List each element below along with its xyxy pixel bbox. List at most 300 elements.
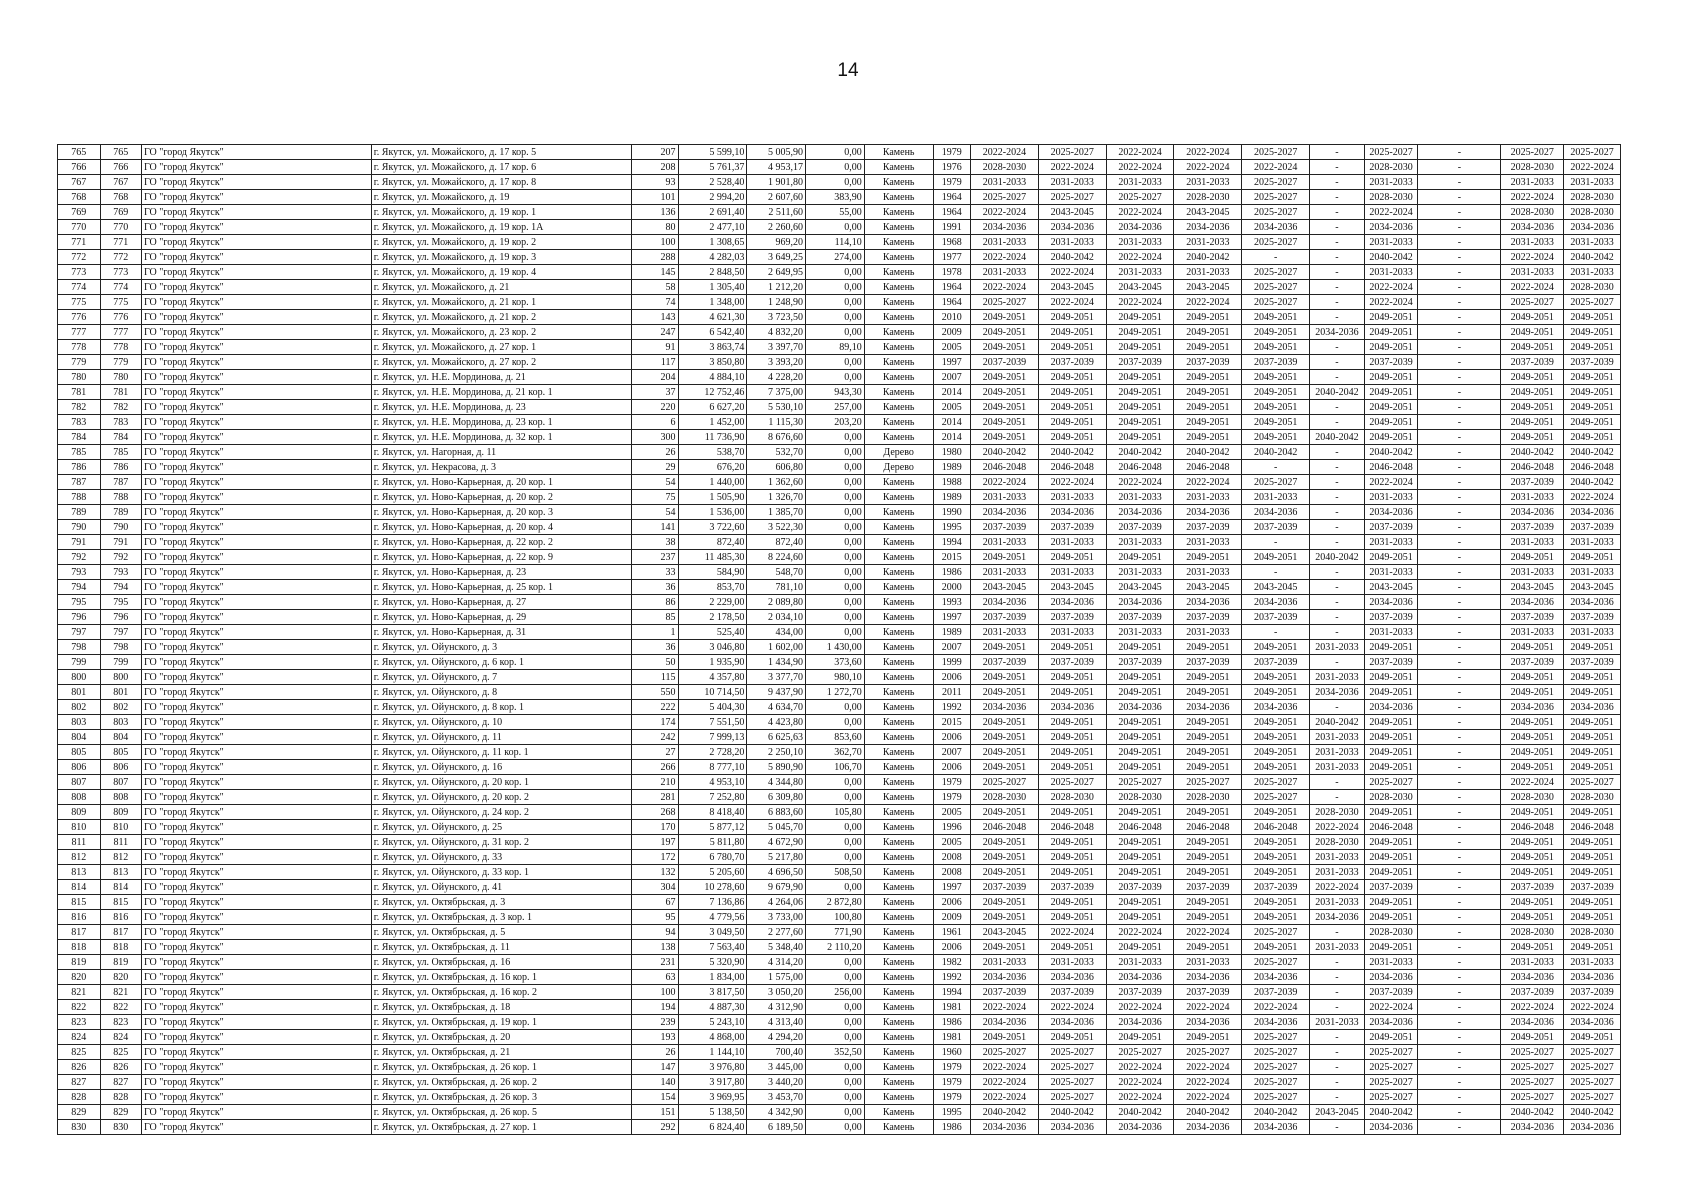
cell-period-9: 2049-2051 (1501, 430, 1564, 445)
cell-row-index: 772 (58, 250, 101, 265)
cell-living-area: 2 034,10 (747, 610, 806, 625)
cell-period-1: 2037-2039 (971, 655, 1039, 670)
cell-record-number: 783 (100, 415, 142, 430)
cell-living-area: 4 832,20 (747, 325, 806, 340)
cell-period-7: 2034-2036 (1364, 595, 1418, 610)
cell-record-number: 812 (100, 850, 142, 865)
cell-period-1: 2049-2051 (971, 865, 1039, 880)
cell-total-area: 2 848,50 (678, 265, 747, 280)
cell-period-10: 2049-2051 (1564, 325, 1621, 340)
cell-period-8: - (1418, 265, 1501, 280)
cell-record-number: 799 (100, 655, 142, 670)
cell-period-7: 2031-2033 (1364, 625, 1418, 640)
cell-period-1: 2049-2051 (971, 370, 1039, 385)
cell-period-2: 2043-2045 (1038, 280, 1106, 295)
cell-period-8: - (1418, 700, 1501, 715)
cell-residents-count: 194 (631, 1000, 678, 1015)
cell-build-year: 1990 (933, 505, 970, 520)
table-row (58, 610, 1621, 625)
cell-period-6: 2031-2033 (1310, 730, 1365, 745)
cell-nonresidential-area: 0,00 (806, 955, 865, 970)
cell-municipality: ГО "город Якутск" (142, 1045, 372, 1060)
cell-period-4: 2049-2051 (1174, 340, 1242, 355)
cell-total-area: 7 551,50 (678, 715, 747, 730)
cell-period-1: 2049-2051 (971, 685, 1039, 700)
cell-nonresidential-area: 0,00 (806, 565, 865, 580)
cell-address: г. Якутск, ул. Можайского, д. 19 кор. 1А (371, 220, 631, 235)
cell-period-4: 2037-2039 (1174, 355, 1242, 370)
cell-period-4: 2046-2048 (1174, 460, 1242, 475)
cell-total-area: 4 887,30 (678, 1000, 747, 1015)
cell-period-4: 2031-2033 (1174, 490, 1242, 505)
cell-build-year: 1979 (933, 1090, 970, 1105)
cell-period-3: 2049-2051 (1106, 910, 1174, 925)
cell-municipality: ГО "город Якутск" (142, 505, 372, 520)
cell-row-index: 790 (58, 520, 101, 535)
cell-build-year: 2005 (933, 805, 970, 820)
cell-period-9: 2034-2036 (1501, 970, 1564, 985)
cell-address: г. Якутск, ул. Октябрьская, д. 18 (371, 1000, 631, 1015)
cell-period-2: 2040-2042 (1038, 445, 1106, 460)
cell-build-year: 1992 (933, 700, 970, 715)
cell-total-area: 6 824,40 (678, 1120, 747, 1135)
cell-row-index: 820 (58, 970, 101, 985)
cell-nonresidential-area: 0,00 (806, 700, 865, 715)
cell-address: г. Якутск, ул. Октябрьская, д. 5 (371, 925, 631, 940)
cell-address: г. Якутск, ул. Ново-Карьерная, д. 29 (371, 610, 631, 625)
cell-period-2: 2034-2036 (1038, 700, 1106, 715)
cell-period-4: 2028-2030 (1174, 190, 1242, 205)
cell-period-10: 2031-2033 (1564, 175, 1621, 190)
cell-period-5: 2025-2027 (1242, 265, 1310, 280)
cell-municipality: ГО "город Якутск" (142, 1030, 372, 1045)
cell-period-9: 2022-2024 (1501, 250, 1564, 265)
cell-record-number: 769 (100, 205, 142, 220)
cell-record-number: 797 (100, 625, 142, 640)
cell-record-number: 768 (100, 190, 142, 205)
cell-row-index: 797 (58, 625, 101, 640)
cell-municipality: ГО "город Якутск" (142, 250, 372, 265)
cell-nonresidential-area: 0,00 (806, 625, 865, 640)
cell-residents-count: 220 (631, 400, 678, 415)
cell-period-5: 2025-2027 (1242, 1045, 1310, 1060)
cell-record-number: 765 (100, 145, 142, 160)
cell-period-4: 2034-2036 (1174, 505, 1242, 520)
cell-period-8: - (1418, 880, 1501, 895)
cell-wall-material: Камень (864, 175, 933, 190)
cell-period-1: 2049-2051 (971, 940, 1039, 955)
cell-period-2: 2025-2027 (1038, 1045, 1106, 1060)
cell-period-10: 2025-2027 (1564, 1045, 1621, 1060)
cell-period-3: 2037-2039 (1106, 655, 1174, 670)
cell-period-8: - (1418, 190, 1501, 205)
cell-residents-count: 239 (631, 1015, 678, 1030)
cell-period-10: 2034-2036 (1564, 505, 1621, 520)
cell-period-4: 2037-2039 (1174, 985, 1242, 1000)
cell-nonresidential-area: 274,00 (806, 250, 865, 265)
cell-nonresidential-area: 0,00 (806, 370, 865, 385)
cell-period-10: 2049-2051 (1564, 670, 1621, 685)
cell-period-4: 2040-2042 (1174, 445, 1242, 460)
cell-period-2: 2049-2051 (1038, 670, 1106, 685)
cell-nonresidential-area: 0,00 (806, 1000, 865, 1015)
cell-address: г. Якутск, ул. Октябрьская, д. 26 кор. 2 (371, 1075, 631, 1090)
cell-row-index: 765 (58, 145, 101, 160)
cell-living-area: 5 530,10 (747, 400, 806, 415)
cell-period-10: 2031-2033 (1564, 565, 1621, 580)
cell-residents-count: 95 (631, 910, 678, 925)
cell-nonresidential-area: 0,00 (806, 280, 865, 295)
cell-period-6: 2031-2033 (1310, 865, 1365, 880)
cell-total-area: 525,40 (678, 625, 747, 640)
cell-municipality: ГО "город Якутск" (142, 1015, 372, 1030)
cell-living-area: 532,70 (747, 445, 806, 460)
cell-period-6: - (1310, 190, 1365, 205)
cell-period-6: - (1310, 1000, 1365, 1015)
cell-residents-count: 242 (631, 730, 678, 745)
cell-total-area: 4 779,56 (678, 910, 747, 925)
cell-row-index: 777 (58, 325, 101, 340)
cell-period-9: 2031-2033 (1501, 490, 1564, 505)
cell-residents-count: 138 (631, 940, 678, 955)
cell-residents-count: 550 (631, 685, 678, 700)
cell-period-4: 2022-2024 (1174, 1090, 1242, 1105)
cell-period-5: 2049-2051 (1242, 835, 1310, 850)
cell-period-10: 2037-2039 (1564, 610, 1621, 625)
cell-period-2: 2049-2051 (1038, 910, 1106, 925)
cell-residents-count: 115 (631, 670, 678, 685)
cell-period-10: 2034-2036 (1564, 1015, 1621, 1030)
cell-period-3: 2031-2033 (1106, 535, 1174, 550)
cell-period-2: 2025-2027 (1038, 190, 1106, 205)
cell-nonresidential-area: 1 272,70 (806, 685, 865, 700)
cell-period-5: 2025-2027 (1242, 280, 1310, 295)
cell-total-area: 538,70 (678, 445, 747, 460)
cell-wall-material: Камень (864, 895, 933, 910)
cell-build-year: 1964 (933, 295, 970, 310)
cell-period-2: 2049-2051 (1038, 370, 1106, 385)
cell-period-2: 2049-2051 (1038, 745, 1106, 760)
cell-record-number: 810 (100, 820, 142, 835)
cell-municipality: ГО "город Якутск" (142, 670, 372, 685)
cell-period-6: - (1310, 595, 1365, 610)
cell-address: г. Якутск, ул. Ново-Карьерная, д. 23 (371, 565, 631, 580)
cell-period-7: 2049-2051 (1364, 640, 1418, 655)
cell-address: г. Якутск, ул. Октябрьская, д. 3 (371, 895, 631, 910)
cell-address: г. Якутск, ул. Октябрьская, д. 3 кор. 1 (371, 910, 631, 925)
cell-period-2: 2049-2051 (1038, 340, 1106, 355)
cell-address: г. Якутск, ул. Некрасова, д. 3 (371, 460, 631, 475)
cell-period-6: 2040-2042 (1310, 715, 1365, 730)
cell-period-5: 2049-2051 (1242, 640, 1310, 655)
cell-period-7: 2031-2033 (1364, 235, 1418, 250)
cell-row-index: 818 (58, 940, 101, 955)
cell-period-5: 2025-2027 (1242, 145, 1310, 160)
cell-build-year: 1977 (933, 250, 970, 265)
cell-period-6: - (1310, 925, 1365, 940)
cell-period-9: 2049-2051 (1501, 715, 1564, 730)
cell-period-1: 2025-2027 (971, 190, 1039, 205)
cell-living-area: 3 050,20 (747, 985, 806, 1000)
cell-wall-material: Камень (864, 610, 933, 625)
cell-total-area: 2 178,50 (678, 610, 747, 625)
cell-period-1: 2037-2039 (971, 355, 1039, 370)
cell-period-8: - (1418, 145, 1501, 160)
cell-period-7: 2043-2045 (1364, 580, 1418, 595)
cell-period-8: - (1418, 490, 1501, 505)
table-row (58, 400, 1621, 415)
cell-row-index: 794 (58, 580, 101, 595)
cell-period-6: - (1310, 265, 1365, 280)
cell-period-3: 2022-2024 (1106, 475, 1174, 490)
cell-period-1: 2049-2051 (971, 760, 1039, 775)
cell-nonresidential-area: 0,00 (806, 1030, 865, 1045)
table-row (58, 790, 1621, 805)
cell-period-5: 2025-2027 (1242, 175, 1310, 190)
cell-municipality: ГО "город Якутск" (142, 205, 372, 220)
cell-build-year: 2008 (933, 850, 970, 865)
cell-period-3: 2034-2036 (1106, 1120, 1174, 1135)
cell-period-9: 2037-2039 (1501, 655, 1564, 670)
cell-period-2: 2049-2051 (1038, 415, 1106, 430)
cell-record-number: 822 (100, 1000, 142, 1015)
cell-period-4: 2049-2051 (1174, 805, 1242, 820)
cell-living-area: 3 397,70 (747, 340, 806, 355)
cell-living-area: 4 264,06 (747, 895, 806, 910)
cell-period-6: - (1310, 535, 1365, 550)
cell-municipality: ГО "город Якутск" (142, 265, 372, 280)
cell-record-number: 815 (100, 895, 142, 910)
cell-total-area: 2 477,10 (678, 220, 747, 235)
cell-living-area: 548,70 (747, 565, 806, 580)
table-row (58, 970, 1621, 985)
cell-period-9: 2028-2030 (1501, 790, 1564, 805)
cell-residents-count: 304 (631, 880, 678, 895)
cell-total-area: 5 320,90 (678, 955, 747, 970)
cell-living-area: 2 511,60 (747, 205, 806, 220)
cell-period-3: 2034-2036 (1106, 505, 1174, 520)
cell-wall-material: Камень (864, 1090, 933, 1105)
cell-period-5: 2046-2048 (1242, 820, 1310, 835)
cell-period-4: 2034-2036 (1174, 700, 1242, 715)
cell-period-5: 2025-2027 (1242, 925, 1310, 940)
cell-row-index: 799 (58, 655, 101, 670)
cell-municipality: ГО "город Якутск" (142, 1105, 372, 1120)
cell-record-number: 793 (100, 565, 142, 580)
cell-period-1: 2031-2033 (971, 535, 1039, 550)
cell-period-9: 2028-2030 (1501, 205, 1564, 220)
cell-row-index: 768 (58, 190, 101, 205)
cell-period-4: 2022-2024 (1174, 1000, 1242, 1015)
cell-build-year: 2006 (933, 895, 970, 910)
cell-build-year: 1961 (933, 925, 970, 940)
cell-living-area: 3 445,00 (747, 1060, 806, 1075)
cell-period-8: - (1418, 685, 1501, 700)
cell-residents-count: 36 (631, 640, 678, 655)
cell-total-area: 4 357,80 (678, 670, 747, 685)
cell-municipality: ГО "город Якутск" (142, 580, 372, 595)
cell-period-5: 2022-2024 (1242, 1000, 1310, 1015)
cell-total-area: 2 528,40 (678, 175, 747, 190)
table-row (58, 205, 1621, 220)
table-row (58, 865, 1621, 880)
cell-period-7: 2040-2042 (1364, 445, 1418, 460)
table-row (58, 175, 1621, 190)
cell-period-8: - (1418, 160, 1501, 175)
cell-period-8: - (1418, 400, 1501, 415)
cell-address: г. Якутск, ул. Октябрьская, д. 11 (371, 940, 631, 955)
cell-living-area: 2 649,95 (747, 265, 806, 280)
cell-period-6: - (1310, 955, 1365, 970)
cell-period-1: 2034-2036 (971, 595, 1039, 610)
cell-period-8: - (1418, 385, 1501, 400)
cell-period-5: 2049-2051 (1242, 760, 1310, 775)
cell-period-10: 2028-2030 (1564, 190, 1621, 205)
cell-address: г. Якутск, ул. Нагорная, д. 11 (371, 445, 631, 460)
cell-period-2: 2037-2039 (1038, 880, 1106, 895)
cell-residents-count: 210 (631, 775, 678, 790)
cell-period-3: 2022-2024 (1106, 1075, 1174, 1090)
cell-period-3: 2049-2051 (1106, 865, 1174, 880)
cell-row-index: 828 (58, 1090, 101, 1105)
cell-period-1: 2022-2024 (971, 145, 1039, 160)
cell-build-year: 1995 (933, 1105, 970, 1120)
cell-period-7: 2028-2030 (1364, 190, 1418, 205)
cell-municipality: ГО "город Якутск" (142, 760, 372, 775)
cell-period-7: 2034-2036 (1364, 970, 1418, 985)
cell-nonresidential-area: 0,00 (806, 850, 865, 865)
table-row (58, 640, 1621, 655)
cell-period-8: - (1418, 325, 1501, 340)
cell-period-2: 2037-2039 (1038, 655, 1106, 670)
cell-living-area: 3 440,20 (747, 1075, 806, 1090)
cell-living-area: 1 575,00 (747, 970, 806, 985)
cell-period-4: 2049-2051 (1174, 385, 1242, 400)
cell-municipality: ГО "город Якутск" (142, 385, 372, 400)
cell-period-4: 2043-2045 (1174, 280, 1242, 295)
cell-period-3: 2049-2051 (1106, 805, 1174, 820)
cell-residents-count: 85 (631, 610, 678, 625)
cell-residents-count: 1 (631, 625, 678, 640)
cell-period-4: 2031-2033 (1174, 955, 1242, 970)
cell-period-3: 2037-2039 (1106, 355, 1174, 370)
cell-wall-material: Камень (864, 865, 933, 880)
cell-period-10: 2025-2027 (1564, 775, 1621, 790)
cell-period-10: 2043-2045 (1564, 580, 1621, 595)
cell-period-2: 2049-2051 (1038, 895, 1106, 910)
cell-wall-material: Камень (864, 1120, 933, 1135)
cell-build-year: 2007 (933, 370, 970, 385)
cell-municipality: ГО "город Якутск" (142, 550, 372, 565)
cell-wall-material: Камень (864, 550, 933, 565)
cell-nonresidential-area: 0,00 (806, 970, 865, 985)
cell-wall-material: Камень (864, 235, 933, 250)
cell-period-10: 2049-2051 (1564, 715, 1621, 730)
cell-period-7: 2025-2027 (1364, 1090, 1418, 1105)
cell-residents-count: 172 (631, 850, 678, 865)
cell-period-6: - (1310, 1120, 1365, 1135)
cell-total-area: 1 834,00 (678, 970, 747, 985)
cell-record-number: 772 (100, 250, 142, 265)
cell-build-year: 2006 (933, 670, 970, 685)
cell-row-index: 780 (58, 370, 101, 385)
cell-wall-material: Дерево (864, 445, 933, 460)
cell-period-2: 2025-2027 (1038, 1090, 1106, 1105)
cell-record-number: 823 (100, 1015, 142, 1030)
cell-build-year: 1978 (933, 265, 970, 280)
cell-period-8: - (1418, 910, 1501, 925)
cell-nonresidential-area: 980,10 (806, 670, 865, 685)
cell-period-1: 2049-2051 (971, 835, 1039, 850)
cell-period-6: 2040-2042 (1310, 385, 1365, 400)
table-row (58, 250, 1621, 265)
cell-period-1: 2049-2051 (971, 850, 1039, 865)
cell-period-8: - (1418, 535, 1501, 550)
cell-period-7: 2040-2042 (1364, 1105, 1418, 1120)
cell-record-number: 798 (100, 640, 142, 655)
cell-period-9: 2049-2051 (1501, 805, 1564, 820)
table-row (58, 730, 1621, 745)
cell-period-4: 2049-2051 (1174, 310, 1242, 325)
cell-row-index: 792 (58, 550, 101, 565)
cell-living-area: 4 696,50 (747, 865, 806, 880)
cell-period-10: 2028-2030 (1564, 280, 1621, 295)
cell-total-area: 5 877,12 (678, 820, 747, 835)
cell-build-year: 2009 (933, 325, 970, 340)
cell-row-index: 801 (58, 685, 101, 700)
cell-total-area: 3 046,80 (678, 640, 747, 655)
cell-nonresidential-area: 203,20 (806, 415, 865, 430)
cell-period-2: 2037-2039 (1038, 610, 1106, 625)
cell-address: г. Якутск, ул. Октябрьская, д. 21 (371, 1045, 631, 1060)
cell-address: г. Якутск, ул. Можайского, д. 23 кор. 2 (371, 325, 631, 340)
cell-municipality: ГО "город Якутск" (142, 1075, 372, 1090)
cell-period-8: - (1418, 505, 1501, 520)
cell-period-2: 2049-2051 (1038, 430, 1106, 445)
cell-row-index: 826 (58, 1060, 101, 1075)
cell-period-1: 2034-2036 (971, 1120, 1039, 1135)
cell-address: г. Якутск, ул. Можайского, д. 19 кор. 3 (371, 250, 631, 265)
cell-period-1: 2031-2033 (971, 175, 1039, 190)
cell-row-index: 767 (58, 175, 101, 190)
cell-period-1: 2022-2024 (971, 1075, 1039, 1090)
cell-wall-material: Камень (864, 415, 933, 430)
cell-period-10: 2049-2051 (1564, 805, 1621, 820)
cell-row-index: 779 (58, 355, 101, 370)
cell-period-9: 2034-2036 (1501, 700, 1564, 715)
cell-row-index: 783 (58, 415, 101, 430)
cell-period-5: 2034-2036 (1242, 505, 1310, 520)
cell-period-5: - (1242, 565, 1310, 580)
cell-period-5: 2049-2051 (1242, 400, 1310, 415)
cell-period-7: 2049-2051 (1364, 760, 1418, 775)
cell-wall-material: Камень (864, 715, 933, 730)
cell-address: г. Якутск, ул. Н.Е. Мординова, д. 21 (371, 370, 631, 385)
cell-address: г. Якутск, ул. Можайского, д. 19 кор. 1 (371, 205, 631, 220)
cell-residents-count: 222 (631, 700, 678, 715)
cell-period-3: 2022-2024 (1106, 1060, 1174, 1075)
cell-period-4: 2049-2051 (1174, 370, 1242, 385)
cell-wall-material: Камень (864, 970, 933, 985)
cell-wall-material: Камень (864, 655, 933, 670)
cell-address: г. Якутск, ул. Ойунского, д. 41 (371, 880, 631, 895)
cell-period-2: 2031-2033 (1038, 235, 1106, 250)
cell-period-7: 2049-2051 (1364, 415, 1418, 430)
cell-period-1: 2043-2045 (971, 925, 1039, 940)
cell-residents-count: 91 (631, 340, 678, 355)
cell-period-9: 2046-2048 (1501, 820, 1564, 835)
cell-period-8: - (1418, 220, 1501, 235)
